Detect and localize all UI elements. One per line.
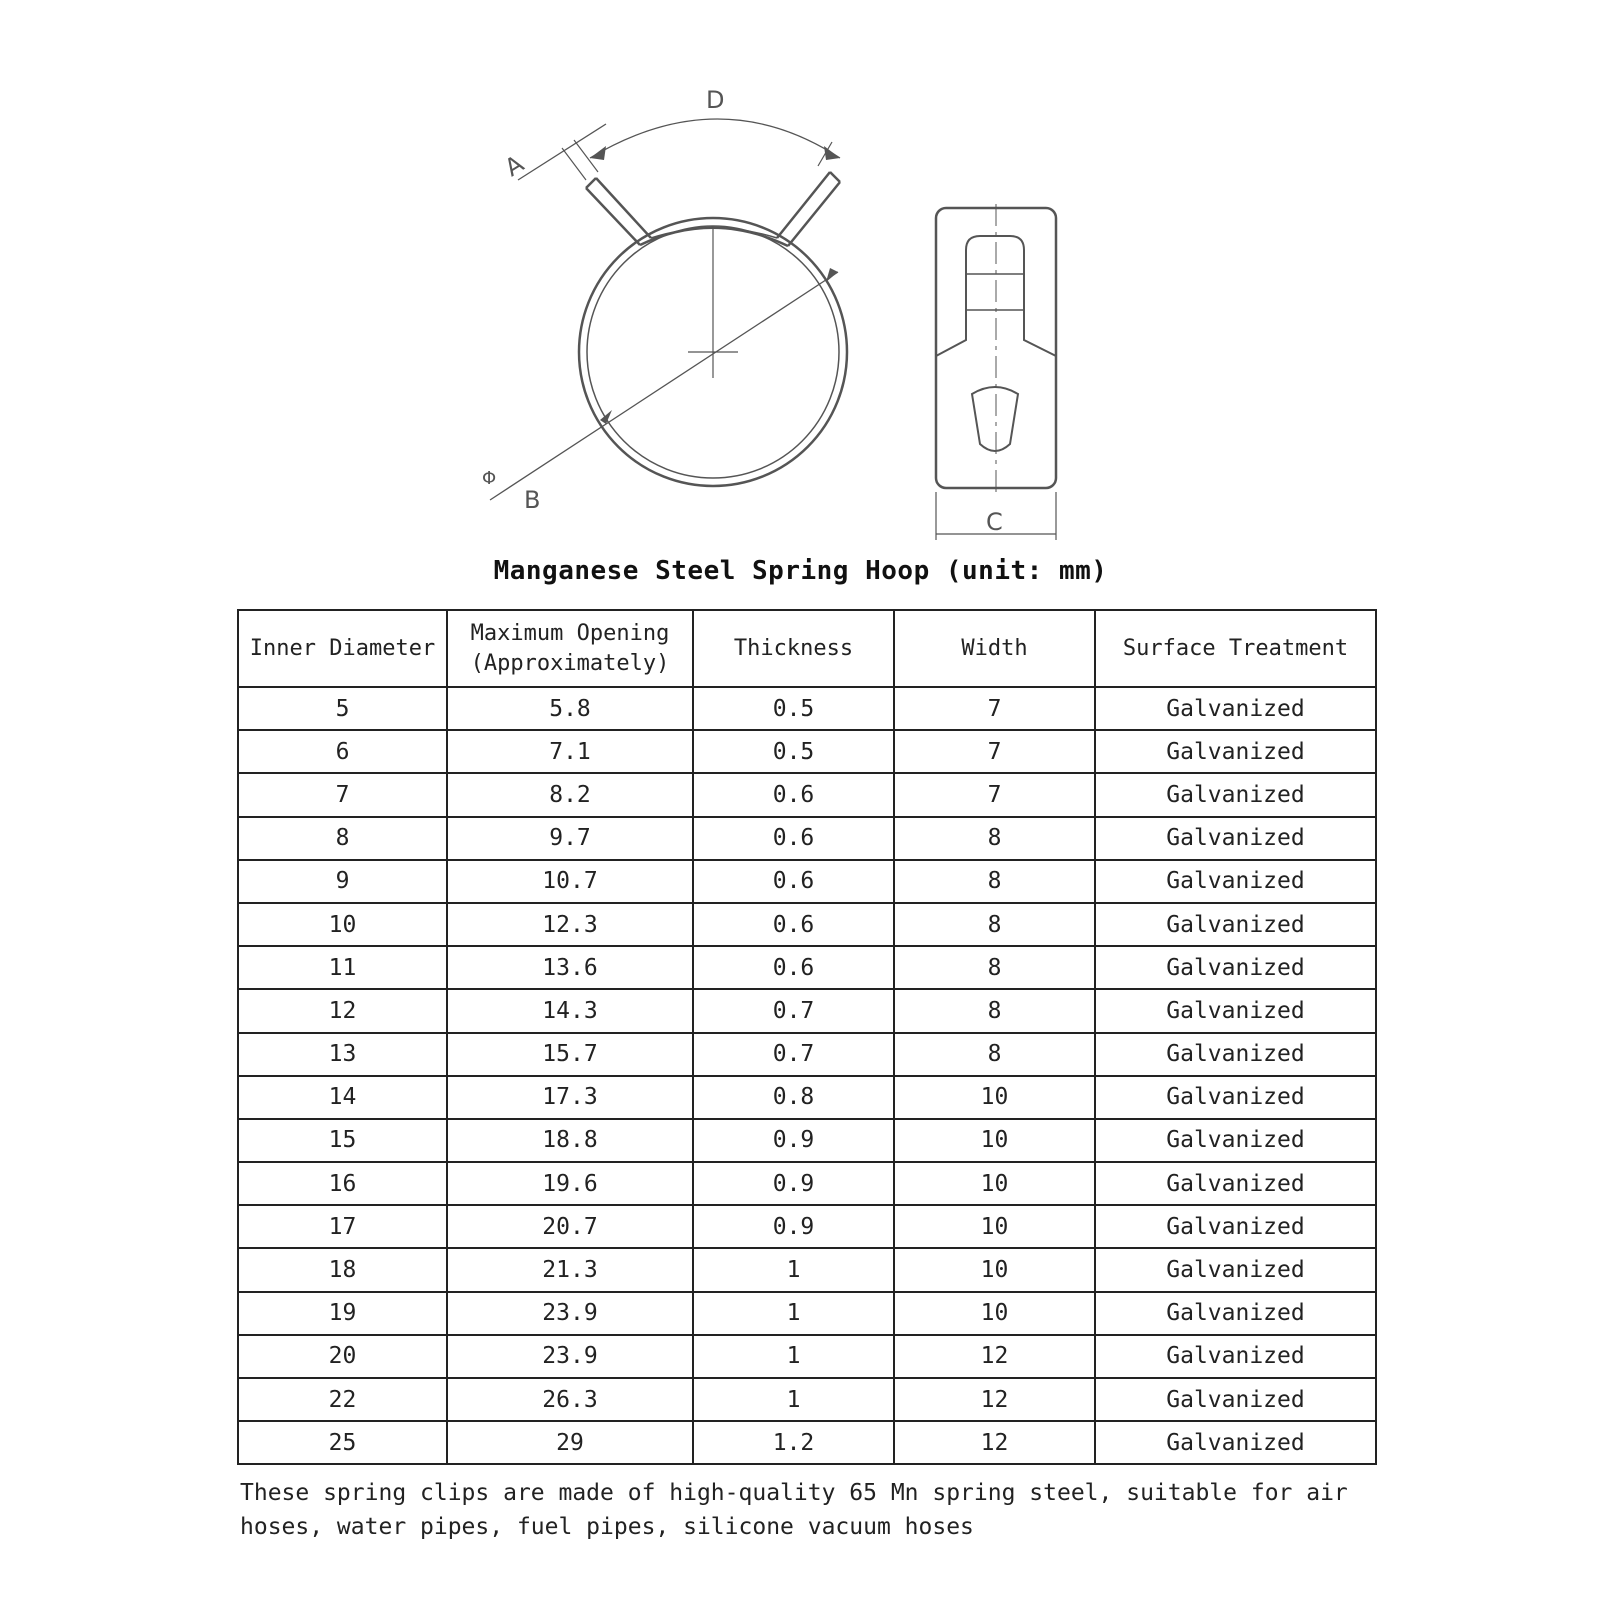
cell-maximum-opening: 23.9 xyxy=(447,1292,693,1335)
cell-width: 8 xyxy=(894,817,1095,860)
clip-leg-left xyxy=(586,178,651,245)
cell-width: 12 xyxy=(894,1421,1095,1464)
cell-width: 12 xyxy=(894,1378,1095,1421)
cell-thickness: 0.6 xyxy=(693,860,894,903)
cell-maximum-opening: 20.7 xyxy=(447,1205,693,1248)
cell-thickness: 0.6 xyxy=(693,946,894,989)
cell-surface-treatment: Galvanized xyxy=(1095,1248,1376,1291)
cell-surface-treatment: Galvanized xyxy=(1095,1335,1376,1378)
cell-inner-diameter: 13 xyxy=(238,1033,447,1076)
header-inner-diameter: Inner Diameter xyxy=(238,610,447,687)
cell-inner-diameter: 9 xyxy=(238,860,447,903)
cell-inner-diameter: 6 xyxy=(238,730,447,773)
cell-inner-diameter: 11 xyxy=(238,946,447,989)
label-a: A xyxy=(499,149,529,183)
table-row xyxy=(238,1421,1376,1464)
cell-maximum-opening: 15.7 xyxy=(447,1033,693,1076)
cell-maximum-opening: 18.8 xyxy=(447,1119,693,1162)
cell-thickness: 0.9 xyxy=(693,1205,894,1248)
header-width: Width xyxy=(894,610,1095,687)
cell-thickness: 1 xyxy=(693,1248,894,1291)
cell-surface-treatment: Galvanized xyxy=(1095,817,1376,860)
cell-thickness: 0.7 xyxy=(693,1033,894,1076)
cell-maximum-opening: 10.7 xyxy=(447,860,693,903)
cell-surface-treatment: Galvanized xyxy=(1095,1205,1376,1248)
cell-surface-treatment: Galvanized xyxy=(1095,730,1376,773)
clip-side-view xyxy=(936,204,1056,540)
cell-width: 8 xyxy=(894,860,1095,903)
table-row xyxy=(238,1292,1376,1335)
table-row xyxy=(238,860,1376,903)
cell-inner-diameter: 10 xyxy=(238,903,447,946)
cell-inner-diameter: 7 xyxy=(238,773,447,816)
header-surface-treatment: Surface Treatment xyxy=(1095,610,1376,687)
cell-surface-treatment: Galvanized xyxy=(1095,687,1376,730)
cell-thickness: 1 xyxy=(693,1335,894,1378)
cell-inner-diameter: 15 xyxy=(238,1119,447,1162)
spring-clip-diagram xyxy=(0,0,1601,560)
cell-width: 7 xyxy=(894,730,1095,773)
cell-thickness: 1 xyxy=(693,1378,894,1421)
cell-surface-treatment: Galvanized xyxy=(1095,1033,1376,1076)
table-row xyxy=(238,1378,1376,1421)
cell-thickness: 0.5 xyxy=(693,730,894,773)
cell-maximum-opening: 7.1 xyxy=(447,730,693,773)
cell-width: 7 xyxy=(894,773,1095,816)
label-c: C xyxy=(986,508,1003,536)
spec-table xyxy=(237,609,1377,1465)
cell-maximum-opening: 8.2 xyxy=(447,773,693,816)
table-row xyxy=(238,730,1376,773)
table-row xyxy=(238,1335,1376,1378)
cell-inner-diameter: 22 xyxy=(238,1378,447,1421)
cell-surface-treatment: Galvanized xyxy=(1095,1421,1376,1464)
cell-thickness: 0.9 xyxy=(693,1119,894,1162)
cell-thickness: 1 xyxy=(693,1292,894,1335)
cell-width: 12 xyxy=(894,1335,1095,1378)
dimension-a-line xyxy=(518,124,606,180)
cell-thickness: 0.7 xyxy=(693,989,894,1032)
material-note: These spring clips are made of high-quality 65 Mn spring steel, suitable for air hoses, water pipes, fuel pipes, silicone vacuum hoses xyxy=(240,1480,1348,1540)
cell-width: 10 xyxy=(894,1205,1095,1248)
cell-maximum-opening: 26.3 xyxy=(447,1378,693,1421)
cell-width: 10 xyxy=(894,1119,1095,1162)
cell-width: 10 xyxy=(894,1076,1095,1119)
cell-thickness: 0.9 xyxy=(693,1162,894,1205)
table-row xyxy=(238,1248,1376,1291)
cell-maximum-opening: 19.6 xyxy=(447,1162,693,1205)
cell-inner-diameter: 8 xyxy=(238,817,447,860)
cell-surface-treatment: Galvanized xyxy=(1095,1378,1376,1421)
table-row xyxy=(238,773,1376,816)
table-row xyxy=(238,817,1376,860)
table-row xyxy=(238,1119,1376,1162)
cell-width: 10 xyxy=(894,1248,1095,1291)
cell-maximum-opening: 23.9 xyxy=(447,1335,693,1378)
cell-width: 7 xyxy=(894,687,1095,730)
header-maximum-opening: Maximum Opening (Approximately) xyxy=(447,610,693,687)
cell-thickness: 0.5 xyxy=(693,687,894,730)
header-thickness: Thickness xyxy=(693,610,894,687)
cell-surface-treatment: Galvanized xyxy=(1095,946,1376,989)
cell-inner-diameter: 16 xyxy=(238,1162,447,1205)
cell-inner-diameter: 25 xyxy=(238,1421,447,1464)
cell-inner-diameter: 12 xyxy=(238,989,447,1032)
clip-leg-right xyxy=(777,172,840,246)
cell-width: 8 xyxy=(894,903,1095,946)
table-row xyxy=(238,687,1376,730)
cell-inner-diameter: 5 xyxy=(238,687,447,730)
table-row xyxy=(238,1205,1376,1248)
table-title: Manganese Steel Spring Hoop (unit: mm) xyxy=(493,556,1108,586)
table-row xyxy=(238,989,1376,1032)
cell-inner-diameter: 14 xyxy=(238,1076,447,1119)
cell-inner-diameter: 20 xyxy=(238,1335,447,1378)
table-row xyxy=(238,903,1376,946)
cell-maximum-opening: 17.3 xyxy=(447,1076,693,1119)
table-row xyxy=(238,1076,1376,1119)
cell-surface-treatment: Galvanized xyxy=(1095,903,1376,946)
cell-thickness: 0.6 xyxy=(693,903,894,946)
cell-surface-treatment: Galvanized xyxy=(1095,989,1376,1032)
cell-surface-treatment: Galvanized xyxy=(1095,1119,1376,1162)
cell-width: 8 xyxy=(894,989,1095,1032)
cell-maximum-opening: 14.3 xyxy=(447,989,693,1032)
cell-maximum-opening: 21.3 xyxy=(447,1248,693,1291)
cell-surface-treatment: Galvanized xyxy=(1095,1076,1376,1119)
cell-thickness: 1.2 xyxy=(693,1421,894,1464)
cell-maximum-opening: 13.6 xyxy=(447,946,693,989)
cell-maximum-opening: 9.7 xyxy=(447,817,693,860)
cell-maximum-opening: 29 xyxy=(447,1421,693,1464)
table-header-row xyxy=(238,610,1376,687)
table-row xyxy=(238,946,1376,989)
cell-inner-diameter: 19 xyxy=(238,1292,447,1335)
table-row xyxy=(238,1162,1376,1205)
cell-thickness: 0.6 xyxy=(693,773,894,816)
label-b: B xyxy=(524,486,541,514)
cell-width: 10 xyxy=(894,1292,1095,1335)
label-d: D xyxy=(706,86,725,114)
cell-maximum-opening: 12.3 xyxy=(447,903,693,946)
cell-width: 8 xyxy=(894,1033,1095,1076)
cell-surface-treatment: Galvanized xyxy=(1095,1292,1376,1335)
cell-surface-treatment: Galvanized xyxy=(1095,1162,1376,1205)
label-phi: Φ xyxy=(482,468,497,489)
cell-thickness: 0.8 xyxy=(693,1076,894,1119)
dimension-d-arc xyxy=(590,119,840,158)
cell-maximum-opening: 5.8 xyxy=(447,687,693,730)
cell-inner-diameter: 17 xyxy=(238,1205,447,1248)
cell-inner-diameter: 18 xyxy=(238,1248,447,1291)
table-row xyxy=(238,1033,1376,1076)
cell-surface-treatment: Galvanized xyxy=(1095,860,1376,903)
cell-width: 10 xyxy=(894,1162,1095,1205)
cell-width: 8 xyxy=(894,946,1095,989)
cell-thickness: 0.6 xyxy=(693,817,894,860)
cell-surface-treatment: Galvanized xyxy=(1095,773,1376,816)
